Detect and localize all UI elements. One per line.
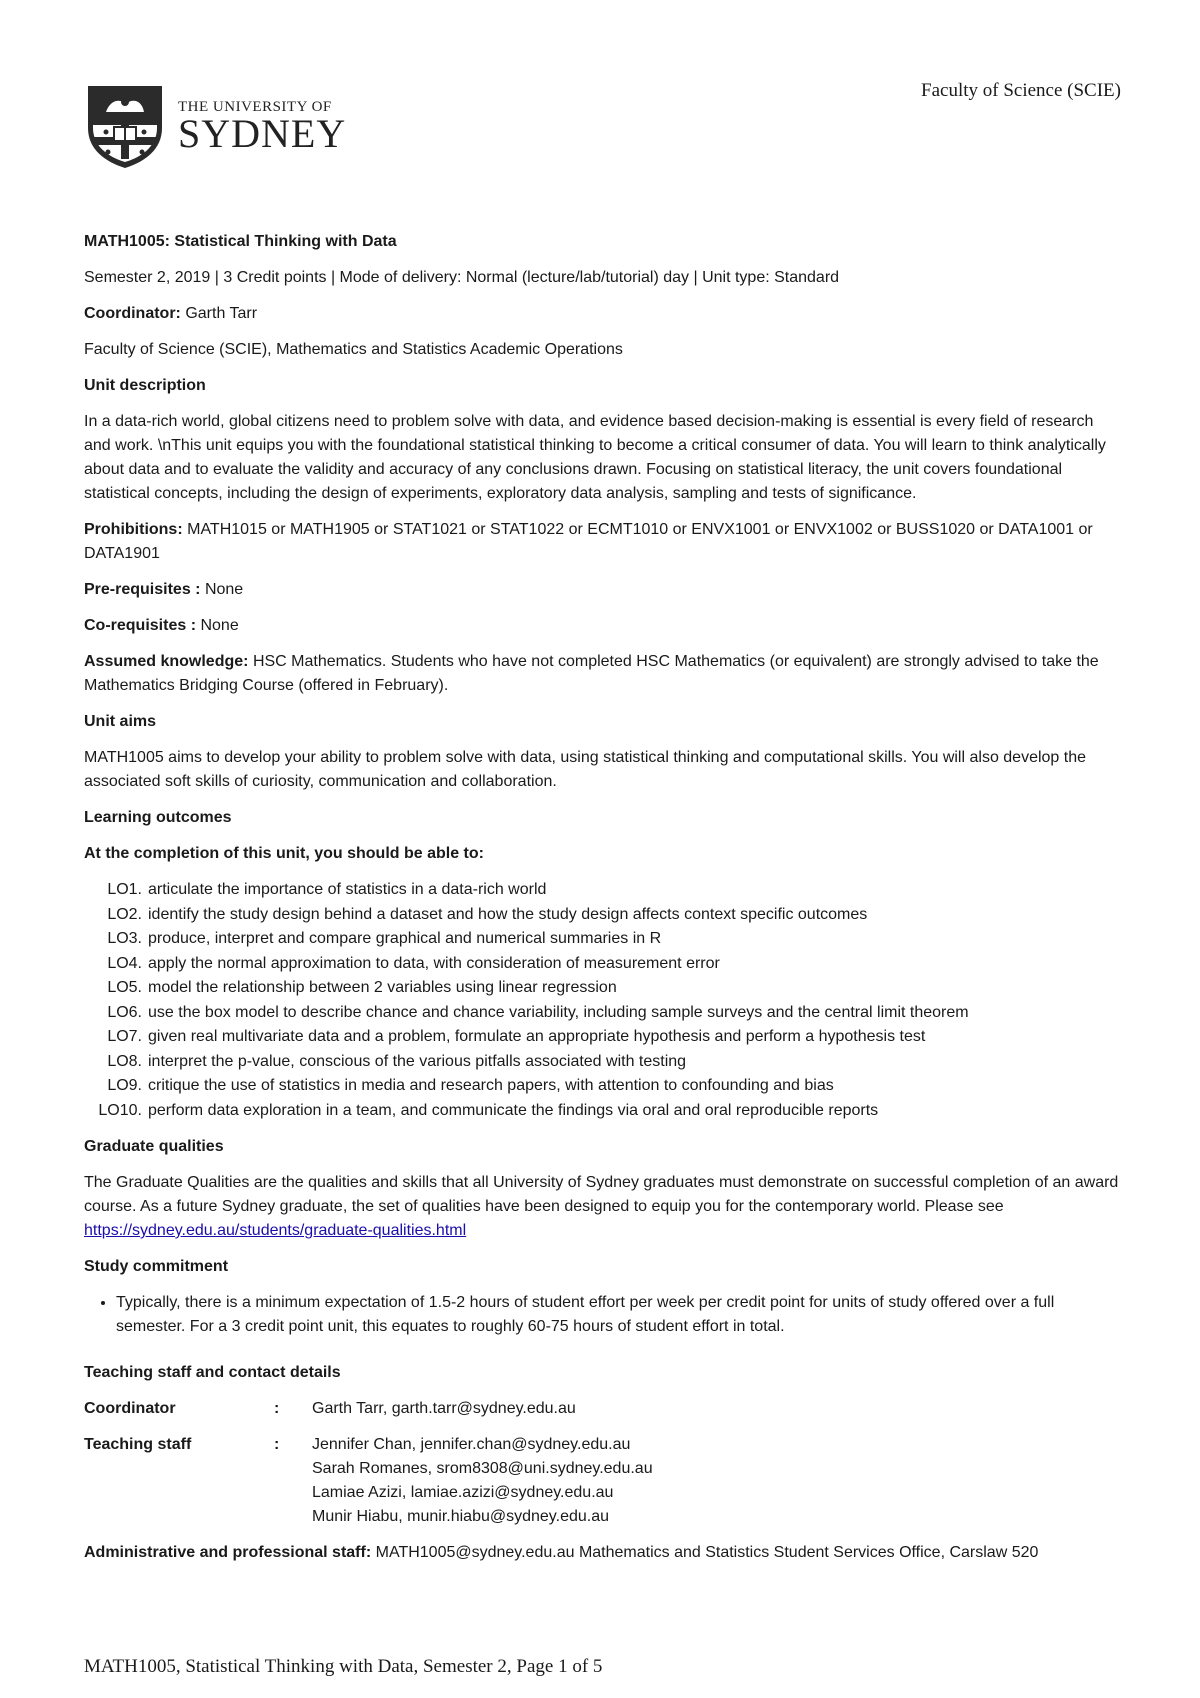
university-crest-icon bbox=[84, 82, 166, 170]
unit-title: MATH1005: Statistical Thinking with Data bbox=[84, 233, 397, 250]
outcome-number: LO2. bbox=[107, 905, 142, 923]
prohibitions-label: Prohibitions: bbox=[84, 521, 183, 538]
faculty-header: Faculty of Science (SCIE) bbox=[921, 80, 1121, 101]
outcome-text: produce, interpret and compare graphical and numerical summaries in R bbox=[148, 930, 662, 947]
admin-staff-line bbox=[84, 1541, 1119, 1565]
prohibitions-line bbox=[84, 518, 1119, 566]
outcome-text: interpret the p-value, conscious of the various pitfalls associated with testing bbox=[148, 1052, 687, 1070]
list-item: Munir Hiabu, munir.hiabu@sydney.edu.au bbox=[312, 1508, 609, 1525]
coordinator-row bbox=[84, 1397, 1119, 1421]
aims-text: MATH1005 aims to develop your ability to problem solve with data, using statistical thinking and computational skills. You will also develop the associated soft skills of curiosity, communication and collaboration. bbox=[84, 749, 1087, 790]
teaching-staff-label: Teaching staff bbox=[84, 1436, 192, 1453]
outcome-text: articulate the importance of statistics in a data-rich world bbox=[148, 881, 547, 898]
graduate-text bbox=[84, 1171, 1119, 1243]
outcome-number: LO5. bbox=[107, 979, 142, 996]
outcome-text: apply the normal approximation to data, with consideration of measurement error bbox=[148, 954, 720, 972]
outcomes-list bbox=[84, 878, 1119, 1123]
outcomes-heading: Learning outcomes bbox=[84, 809, 232, 826]
aims-heading: Unit aims bbox=[84, 713, 157, 730]
colon: : bbox=[274, 1400, 280, 1417]
unit-meta: Semester 2, 2019 | 3 Credit points | Mode of delivery: Normal (lecture/lab/tutorial) day | Unit type: Standard bbox=[84, 269, 840, 286]
list-item bbox=[84, 1050, 1119, 1075]
list-item bbox=[84, 1074, 1119, 1099]
list-item bbox=[84, 927, 1119, 952]
coordinator-label: Coordinator: bbox=[84, 305, 181, 322]
list-item: Sarah Romanes, srom8308@uni.sydney.edu.au bbox=[312, 1460, 653, 1477]
outcome-text: use the box model to describe chance and chance variability, including sample surveys and the central limit theorem bbox=[148, 1003, 969, 1021]
outcome-text: model the relationship between 2 variables using linear regression bbox=[148, 979, 617, 996]
logo-line-1: THE UNIVERSITY OF bbox=[178, 99, 332, 115]
outcome-number: LO3. bbox=[107, 930, 142, 947]
coreq-label: Co-requisites : bbox=[84, 617, 197, 634]
outcome-number: LO9. bbox=[107, 1077, 142, 1094]
coreq-value: None bbox=[200, 617, 239, 634]
assumed-knowledge-value: HSC Mathematics. Students who have not completed HSC Mathematics (or equivalent) are strongly advised to take the Mathematics Bridging Course (offered in February). bbox=[84, 653, 1099, 694]
list-item bbox=[84, 1025, 1119, 1050]
coreq-line bbox=[84, 614, 1119, 638]
coordinator-line bbox=[84, 302, 1119, 326]
outcome-number: LO4. bbox=[107, 954, 142, 972]
list-item bbox=[84, 1099, 1119, 1124]
list-item: Lamiae Azizi, lamiae.azizi@sydney.edu.au bbox=[312, 1484, 614, 1501]
list-item bbox=[84, 878, 1119, 903]
graduate-text-body: The Graduate Qualities are the qualities and skills that all University of Sydney graduates must demonstrate on successful completion of an award course. As a future Sydney graduate, the set of qualities have been designed to equip you for the contemporary world. Please see bbox=[84, 1174, 1119, 1215]
colon: : bbox=[274, 1436, 280, 1453]
description-heading: Unit description bbox=[84, 377, 206, 394]
assumed-knowledge-label: Assumed knowledge: bbox=[84, 653, 249, 670]
outcome-text: perform data exploration in a team, and communicate the findings via oral and oral reproducible reports bbox=[148, 1101, 879, 1119]
outcome-number: LO1. bbox=[107, 881, 142, 898]
prereq-label: Pre-requisites : bbox=[84, 581, 201, 598]
logo-wordmark bbox=[178, 99, 347, 156]
admin-staff-label: Administrative and professional staff: bbox=[84, 1544, 372, 1561]
list-item bbox=[84, 976, 1119, 1001]
logo-line-2: SYDNEY bbox=[178, 111, 347, 156]
staff-heading: Teaching staff and contact details bbox=[84, 1364, 341, 1381]
outcome-text: given real multivariate data and a problem, formulate an appropriate hypothesis and perform a hypothesis test bbox=[148, 1028, 926, 1045]
assumed-knowledge-line bbox=[84, 650, 1119, 698]
prohibitions-value: MATH1015 or MATH1905 or STAT1021 or STAT1022 or ECMT1010 or ENVX1001 or ENVX1002 or BUSS1020 or DATA1001 or DATA1901 bbox=[84, 521, 1093, 562]
list-item bbox=[84, 903, 1119, 928]
coordinator-row-value: Garth Tarr, garth.tarr@sydney.edu.au bbox=[312, 1400, 576, 1417]
admin-staff-value: MATH1005@sydney.edu.au Mathematics and Statistics Student Services Office, Carslaw 520 bbox=[375, 1544, 1039, 1561]
graduate-heading: Graduate qualities bbox=[84, 1138, 224, 1155]
prereq-value: None bbox=[204, 581, 244, 598]
outcome-number: LO10. bbox=[98, 1101, 142, 1119]
list-item: • Typically, there is a minimum expectation of 1.5-2 hours of student effort per week per credit point for units of study offered over a full semester. For a 3 credit point unit, this equates to roughly 60-75 hours of student effort in total. bbox=[116, 1291, 1119, 1339]
outcome-number: LO7. bbox=[107, 1028, 142, 1045]
outcome-text: critique the use of statistics in media and research papers, with attention to confounding and bias bbox=[148, 1077, 834, 1094]
list-item: Jennifer Chan, jennifer.chan@sydney.edu.au bbox=[312, 1436, 631, 1453]
outcome-text: identify the study design behind a dataset and how the study design affects context specific outcomes bbox=[148, 905, 868, 923]
description-text: In a data-rich world, global citizens need to problem solve with data, and evidence based decision-making is essential is every field of research and work. \nThis unit equips you with the foundational statistical thinking to become a critical consumer of data. You will learn to think analytically about data and to evaluate the validity and accuracy of any conclusions drawn. Focusing on statistical literacy, the unit covers foundational statistical concepts, including the design of experiments, exploratory data analysis, sampling and tests of significance. bbox=[84, 413, 1106, 502]
teaching-staff-row bbox=[84, 1433, 1119, 1529]
list-item bbox=[84, 1001, 1119, 1026]
graduate-qualities-link[interactable]: https://sydney.edu.au/students/graduate-qualities.html bbox=[84, 1222, 467, 1239]
page-footer: MATH1005, Statistical Thinking with Data, Semester 2, Page 1 of 5 bbox=[84, 1656, 603, 1677]
list-item bbox=[84, 952, 1119, 977]
department-line: Faculty of Science (SCIE), Mathematics and Statistics Academic Operations bbox=[84, 341, 623, 358]
outcome-number: LO6. bbox=[107, 1003, 142, 1021]
commitment-list bbox=[84, 1291, 1119, 1339]
teaching-staff-list bbox=[312, 1433, 653, 1529]
university-logo bbox=[84, 82, 347, 170]
document-content bbox=[84, 230, 1119, 1577]
outcomes-intro: At the completion of this unit, you should be able to: bbox=[84, 845, 484, 862]
commitment-heading: Study commitment bbox=[84, 1258, 229, 1275]
coordinator-value: Garth Tarr bbox=[185, 305, 258, 322]
outcome-number: LO8. bbox=[107, 1052, 142, 1070]
prereq-line bbox=[84, 578, 1119, 602]
coordinator-row-label: Coordinator bbox=[84, 1400, 176, 1417]
